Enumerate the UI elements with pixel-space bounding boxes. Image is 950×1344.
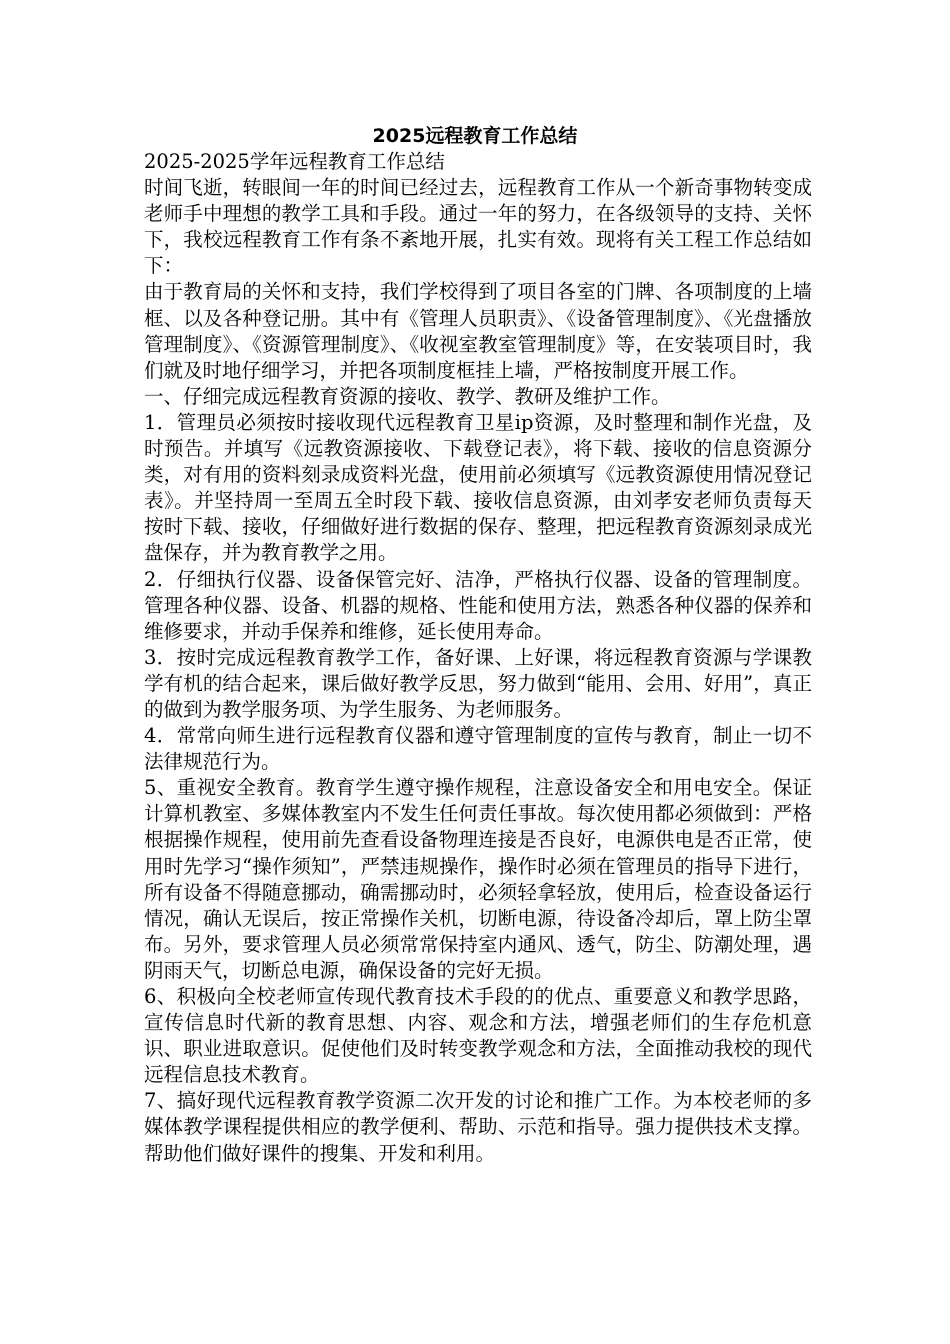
document-title: 2025远程教育工作总结 — [372, 125, 578, 147]
paragraph: 4．常常向师生进行远程教育仪器和遵守管理制度的宣传与教育，制止一切不法律规范行为。 — [144, 724, 812, 774]
paragraph: 7、搞好现代远程教育教学资源二次开发的讨论和推广工作。为本校老师的多媒体教学课程提供相应的教学便利、帮助、示范和指导。强力提供技术支撑。帮助他们做好课件的搜集、开发和利用。 — [144, 1089, 812, 1165]
document-subtitle: 2025-2025学年远程教育工作总结 — [144, 150, 445, 173]
section-heading: 一、仔细完成远程教育资源的接收、教学、教研及维护工作。 — [144, 384, 671, 408]
paragraph: 时间飞逝，转眼间一年的时间已经过去，远程教育工作从一个新奇事物转变成老师手中理想的教学工具和手段。通过一年的努力，在各级领导的支持、关怀下，我校远程教育工作有条不紊地开展，扎实有效。现将有关工程工作总结如下： — [144, 176, 812, 278]
paragraph: 5、重视安全教育。教育学生遵守操作规程，注意设备安全和用电安全。保证计算机教室、多媒体教室内不发生任何责任事故。每次使用都必须做到：严格根据操作规程，使用前先查看设备物理连接是否良好，电源供电是否正常，使用时先学习“操作须知”，严禁违规操作，操作时必须在管理员的指导下进行，所有设备不得随意挪动，确需挪动时，必须轻拿轻放，使用后，检查设备运行情况，确认无误后，按正常操作关机，切断电源，待设备冷却后，罩上防尘罩布。另外，要求管理人员必须常常保持室内通风、透气，防尘、防潮处理，遇阴雨天气，切断总电源，确保设备的完好无损。 — [144, 776, 812, 982]
paragraph: 1．管理员必须按时接收现代远程教育卫星ip资源，及时整理和制作光盘，及时预告。并填写《远教资源接收、下载登记表》，将下载、接收的信息资源分类，对有用的资料刻录成资料光盘，使用前必须填写《远教资源使用情况登记表》。并坚持周一至周五全时段下载、接收信息资源，由刘孝安老师负责每天按时下载、接收，仔细做好进行数据的保存、整理，把远程教育资源刻录成光盘保存，并为教育教学之用。 — [144, 410, 812, 565]
document-body — [144, 149, 812, 1167]
paragraph: 2．仔细执行仪器、设备保管完好、洁净，严格执行仪器、设备的管理制度。管理各种仪器、设备、机器的规格、性能和使用方法，熟悉各种仪器的保养和维修要求，并动手保养和维修，延长使用寿命。 — [144, 567, 812, 643]
paragraph: 6、积极向全校老师宣传现代教育技术手段的的优点、重要意义和教学思路，宣传信息时代新的教育思想、内容、观念和方法，增强老师们的生存危机意识、职业进取意识。促使他们及时转变教学观念和方法，全面推动我校的现代远程信息技术教育。 — [144, 985, 812, 1087]
paragraph: 由于教育局的关怀和支持，我们学校得到了项目各室的门牌、各项制度的上墙框、以及各种登记册。其中有《管理人员职责》、《设备管理制度》、《光盘播放管理制度》、《资源管理制度》、《收视室教室管理制度》等，在安装项目时，我们就及时地仔细学习，并把各项制度框挂上墙，严格按制度开展工作。 — [144, 280, 812, 382]
paragraph: 3．按时完成远程教育教学工作，备好课、上好课，将远程教育资源与学课教学有机的结合起来，课后做好教学反思，努力做到“能用、会用、好用”，真正的做到为教学服务项、为学生服务、为老师服务。 — [144, 645, 812, 721]
